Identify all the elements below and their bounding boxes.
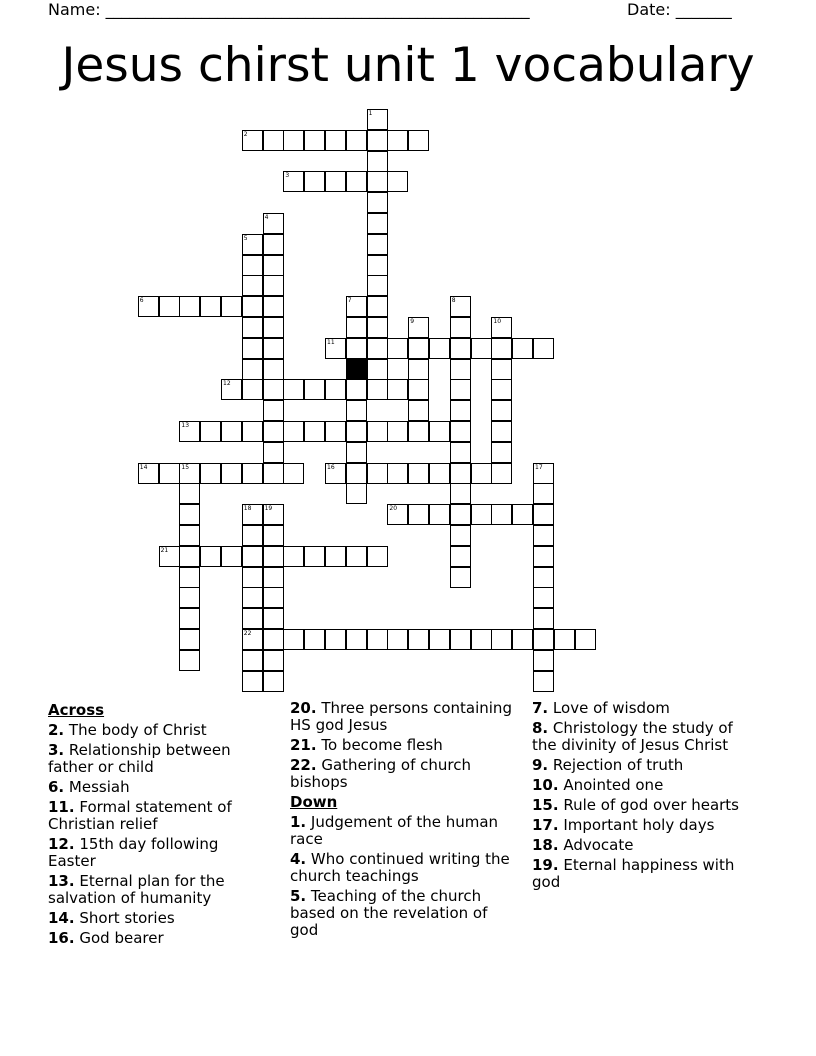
- crossword-cell[interactable]: [242, 650, 263, 671]
- crossword-cell[interactable]: [263, 608, 284, 629]
- crossword-cell[interactable]: [325, 171, 346, 192]
- crossword-cell[interactable]: [263, 587, 284, 608]
- clue-text: Judgement of the human race: [290, 813, 499, 848]
- clue-text: Important holy days: [563, 816, 715, 834]
- clue-item: [290, 737, 515, 754]
- crossword-cell[interactable]: [387, 463, 408, 484]
- crossword-cell[interactable]: [408, 400, 429, 421]
- clue-text: Short stories: [79, 909, 175, 927]
- down-heading: Down: [290, 793, 338, 811]
- crossword-cell[interactable]: [283, 171, 304, 192]
- crossword-cell[interactable]: [367, 275, 388, 296]
- crossword-cell[interactable]: [450, 525, 471, 546]
- clue-number: 17: [535, 463, 543, 471]
- crossword-cell[interactable]: [242, 504, 263, 525]
- clue-number-label: 13.: [48, 872, 75, 890]
- clue-number: 16: [327, 463, 335, 471]
- crossword-cell[interactable]: [242, 421, 263, 442]
- clue-number: 6: [139, 297, 144, 305]
- crossword-cell[interactable]: [387, 504, 408, 525]
- clue-number-label: 11.: [48, 798, 75, 816]
- crossword-cell[interactable]: [367, 130, 388, 151]
- clue-column-3: [532, 700, 762, 894]
- crossword-cell[interactable]: [263, 338, 284, 359]
- crossword-cell[interactable]: [387, 171, 408, 192]
- crossword-cell[interactable]: [179, 629, 200, 650]
- clue-item: [532, 777, 762, 794]
- crossword-cell[interactable]: [242, 629, 263, 650]
- crossword-cell[interactable]: [221, 463, 242, 484]
- clue-text: Messiah: [68, 778, 130, 796]
- crossword-cell[interactable]: [263, 650, 284, 671]
- crossword-cell[interactable]: [263, 130, 284, 151]
- crossword-cell[interactable]: [179, 463, 200, 484]
- crossword-cell[interactable]: [367, 629, 388, 650]
- crossword-cell[interactable]: [408, 421, 429, 442]
- clue-text: Love of wisdom: [552, 699, 670, 717]
- crossword-cell[interactable]: [242, 608, 263, 629]
- clue-item: [532, 797, 762, 814]
- clue-item: [290, 757, 515, 791]
- crossword-cell[interactable]: [179, 296, 200, 317]
- crossword-cell[interactable]: [179, 587, 200, 608]
- crossword-cell[interactable]: [346, 130, 367, 151]
- crossword-cell[interactable]: [408, 629, 429, 650]
- clue-number-label: 18.: [532, 836, 559, 854]
- crossword-cell[interactable]: [533, 483, 554, 504]
- clue-text: Eternal happiness with god: [532, 856, 735, 891]
- crossword-cell[interactable]: [408, 130, 429, 151]
- page-title: Jesus chirst unit 1 vocabulary: [61, 38, 755, 93]
- crossword-cell[interactable]: [283, 130, 304, 151]
- black-cell: [346, 359, 367, 380]
- date-field: Date: _______: [627, 0, 732, 19]
- crossword-cell[interactable]: [263, 379, 284, 400]
- crossword-cell[interactable]: [575, 629, 596, 650]
- crossword-cell[interactable]: [179, 546, 200, 567]
- crossword-cell[interactable]: [387, 629, 408, 650]
- crossword-cell[interactable]: [367, 379, 388, 400]
- crossword-cell[interactable]: [325, 546, 346, 567]
- clue-text: Rule of god over hearts: [563, 796, 740, 814]
- clue-number-label: 22.: [290, 756, 317, 774]
- crossword-cell[interactable]: [179, 504, 200, 525]
- crossword-cell[interactable]: [367, 151, 388, 172]
- crossword-cell[interactable]: [179, 525, 200, 546]
- clue-item: [290, 888, 515, 939]
- crossword-cell[interactable]: [304, 130, 325, 151]
- crossword-cell[interactable]: [242, 338, 263, 359]
- crossword-cell[interactable]: [533, 671, 554, 692]
- crossword-cell[interactable]: [263, 525, 284, 546]
- crossword-cell[interactable]: [346, 171, 367, 192]
- clue-text: Advocate: [563, 836, 634, 854]
- crossword-cell[interactable]: [242, 234, 263, 255]
- crossword-cell[interactable]: [367, 234, 388, 255]
- clue-text: Eternal plan for the salvation of humanity: [48, 872, 225, 907]
- clue-number: 11: [327, 338, 335, 346]
- clue-number: 9: [410, 318, 415, 325]
- crossword-cell[interactable]: [450, 546, 471, 567]
- crossword-cell[interactable]: [179, 483, 200, 504]
- clue-item: [48, 742, 268, 776]
- crossword-cell[interactable]: [346, 338, 367, 359]
- clue-number-label: 5.: [290, 887, 307, 905]
- crossword-cell[interactable]: [471, 504, 492, 525]
- crossword-cell[interactable]: [387, 130, 408, 151]
- crossword-cell[interactable]: [304, 379, 325, 400]
- clue-item: [48, 722, 268, 739]
- clue-item: [48, 930, 268, 947]
- crossword-cell[interactable]: [450, 483, 471, 504]
- crossword-cell[interactable]: [283, 379, 304, 400]
- crossword-cell[interactable]: [367, 338, 388, 359]
- crossword-cell[interactable]: [533, 338, 554, 359]
- crossword-cell[interactable]: [263, 671, 284, 692]
- clue-text: God bearer: [79, 929, 164, 947]
- crossword-cell[interactable]: [200, 296, 221, 317]
- crossword-cell[interactable]: [450, 421, 471, 442]
- clue-number: 14: [139, 463, 148, 471]
- clue-item: [532, 700, 762, 717]
- crossword-cell[interactable]: [221, 421, 242, 442]
- crossword-cell[interactable]: [429, 421, 450, 442]
- crossword-cell[interactable]: [304, 629, 325, 650]
- clue-number-label: 10.: [532, 776, 559, 794]
- clue-item: [532, 837, 762, 854]
- crossword-cell[interactable]: [429, 504, 450, 525]
- clue-item: [48, 836, 268, 870]
- clue-number-label: 21.: [290, 736, 317, 754]
- crossword-cell[interactable]: [179, 421, 200, 442]
- crossword-cell[interactable]: [450, 296, 471, 317]
- crossword-cell[interactable]: [367, 359, 388, 380]
- crossword-cell[interactable]: [263, 421, 284, 442]
- clue-number: 20: [389, 505, 398, 513]
- clue-number-label: 12.: [48, 835, 75, 853]
- clue-text: Relationship between father or child: [48, 741, 231, 776]
- crossword-cell[interactable]: [346, 379, 367, 400]
- clue-number-label: 15.: [532, 796, 559, 814]
- crossword-cell[interactable]: [159, 546, 180, 567]
- crossword-cell[interactable]: [242, 567, 263, 588]
- crossword-cell[interactable]: [242, 359, 263, 380]
- crossword-cell[interactable]: [450, 317, 471, 338]
- crossword-cell[interactable]: [263, 213, 284, 234]
- crossword-cell[interactable]: [429, 463, 450, 484]
- crossword-cell[interactable]: [325, 338, 346, 359]
- crossword-cell[interactable]: [450, 463, 471, 484]
- crossword-cell[interactable]: [533, 546, 554, 567]
- crossword-cell[interactable]: [263, 400, 284, 421]
- crossword-cell[interactable]: [408, 317, 429, 338]
- crossword-cell[interactable]: [512, 504, 533, 525]
- clue-number-label: 20.: [290, 699, 317, 717]
- crossword-cell[interactable]: [533, 463, 554, 484]
- clue-text: Anointed one: [563, 776, 664, 794]
- clue-column-2: [290, 700, 515, 942]
- crossword-cell[interactable]: [367, 463, 388, 484]
- crossword-cell[interactable]: [221, 379, 242, 400]
- crossword-cell[interactable]: [159, 296, 180, 317]
- clue-number: 15: [181, 463, 190, 471]
- crossword-cell[interactable]: [346, 442, 367, 463]
- clue-number-label: 7.: [532, 699, 549, 717]
- crossword-cell[interactable]: [283, 463, 304, 484]
- crossword-cell[interactable]: [367, 317, 388, 338]
- clue-number-label: 17.: [532, 816, 559, 834]
- clue-number-label: 16.: [48, 929, 75, 947]
- clue-text: Three persons containing HS god Jesus: [290, 699, 512, 734]
- clue-number: 21: [160, 546, 169, 554]
- crossword-cell[interactable]: [221, 296, 242, 317]
- crossword-cell[interactable]: [242, 275, 263, 296]
- clue-column-1: [48, 700, 268, 950]
- clue-text: Teaching of the church based on the revelation of god: [290, 887, 488, 939]
- clue-text: 15th day following Easter: [48, 835, 219, 870]
- crossword-cell[interactable]: [346, 483, 367, 504]
- crossword-cell[interactable]: [346, 546, 367, 567]
- crossword-cell[interactable]: [450, 359, 471, 380]
- clue-text: Gathering of church bishops: [290, 756, 472, 791]
- name-field: Name: _____________________________________________________: [48, 0, 530, 19]
- crossword-cell[interactable]: [367, 421, 388, 442]
- crossword-cell[interactable]: [450, 629, 471, 650]
- crossword-cell[interactable]: [242, 255, 263, 276]
- crossword-cell[interactable]: [283, 546, 304, 567]
- clue-number: 7: [347, 297, 352, 305]
- clue-item: [48, 910, 268, 927]
- clue-number-label: 19.: [532, 856, 559, 874]
- crossword-cell[interactable]: [367, 171, 388, 192]
- crossword-cell[interactable]: [242, 587, 263, 608]
- crossword-cell[interactable]: [325, 421, 346, 442]
- crossword-cell[interactable]: [346, 317, 367, 338]
- clue-number-label: 6.: [48, 778, 65, 796]
- crossword-cell[interactable]: [471, 338, 492, 359]
- clue-number-label: 9.: [532, 756, 549, 774]
- crossword-cell[interactable]: [263, 255, 284, 276]
- crossword-cell[interactable]: [533, 567, 554, 588]
- clue-number-label: 1.: [290, 813, 307, 831]
- crossword-cell[interactable]: [471, 463, 492, 484]
- crossword-cell[interactable]: [554, 629, 575, 650]
- crossword-cell[interactable]: [533, 608, 554, 629]
- clue-number-label: 3.: [48, 741, 65, 759]
- clue-item: [532, 757, 762, 774]
- crossword-cell[interactable]: [283, 421, 304, 442]
- crossword-cell[interactable]: [346, 400, 367, 421]
- crossword-cell[interactable]: [242, 463, 263, 484]
- crossword-cell[interactable]: [263, 359, 284, 380]
- across-heading: Across: [48, 701, 105, 719]
- clue-item: [290, 814, 515, 848]
- crossword-cell[interactable]: [450, 442, 471, 463]
- crossword-cell[interactable]: [533, 629, 554, 650]
- crossword-cell[interactable]: [533, 504, 554, 525]
- clue-number-label: 14.: [48, 909, 75, 927]
- crossword-cell[interactable]: [263, 275, 284, 296]
- crossword-cell[interactable]: [242, 546, 263, 567]
- crossword-cell[interactable]: [179, 567, 200, 588]
- crossword-cell[interactable]: [408, 463, 429, 484]
- crossword-cell[interactable]: [242, 296, 263, 317]
- crossword-cell[interactable]: [471, 629, 492, 650]
- crossword-cell[interactable]: [491, 379, 512, 400]
- clue-item: [48, 779, 268, 796]
- clue-number-label: 8.: [532, 719, 549, 737]
- crossword-cell[interactable]: [408, 338, 429, 359]
- crossword-cell[interactable]: [263, 546, 284, 567]
- clue-item: [290, 700, 515, 734]
- crossword-cell[interactable]: [263, 629, 284, 650]
- crossword-cell[interactable]: [367, 546, 388, 567]
- crossword-cell[interactable]: [263, 567, 284, 588]
- crossword-cell[interactable]: [221, 546, 242, 567]
- crossword-cell[interactable]: [450, 504, 471, 525]
- clue-text: To become flesh: [321, 736, 443, 754]
- crossword-cell[interactable]: [138, 296, 159, 317]
- clue-number: 12: [223, 380, 231, 388]
- crossword-cell[interactable]: [450, 379, 471, 400]
- clue-number: 1: [368, 110, 373, 117]
- clue-text: Who continued writing the church teachings: [290, 850, 510, 885]
- crossword-cell[interactable]: [325, 629, 346, 650]
- clue-number: 2: [243, 130, 248, 138]
- crossword-cell[interactable]: [408, 379, 429, 400]
- clue-number-label: 2.: [48, 721, 65, 739]
- crossword-cell[interactable]: [450, 338, 471, 359]
- crossword-cell[interactable]: [346, 296, 367, 317]
- crossword-cell[interactable]: [491, 629, 512, 650]
- crossword-cell[interactable]: [367, 255, 388, 276]
- crossword-cell[interactable]: [200, 421, 221, 442]
- clue-number: 5: [243, 234, 248, 242]
- crossword-cell[interactable]: [533, 650, 554, 671]
- crossword-cell[interactable]: [263, 504, 284, 525]
- crossword-cell[interactable]: [325, 463, 346, 484]
- crossword-cell[interactable]: [263, 234, 284, 255]
- crossword-cell[interactable]: [346, 421, 367, 442]
- clue-item: [532, 857, 762, 891]
- crossword-cell[interactable]: [387, 379, 408, 400]
- clue-number: 10: [493, 318, 502, 325]
- crossword-cell[interactable]: [491, 442, 512, 463]
- crossword-cell[interactable]: [346, 629, 367, 650]
- crossword-cell[interactable]: [491, 317, 512, 338]
- crossword-cell[interactable]: [367, 192, 388, 213]
- crossword-cell[interactable]: [242, 130, 263, 151]
- crossword-cell[interactable]: [491, 463, 512, 484]
- clue-number: 8: [451, 297, 456, 305]
- clue-item: [48, 799, 268, 833]
- crossword-cell[interactable]: [491, 504, 512, 525]
- crossword-cell[interactable]: [263, 442, 284, 463]
- crossword-cell[interactable]: [346, 463, 367, 484]
- crossword-cell[interactable]: [263, 317, 284, 338]
- clue-number: 3: [285, 172, 290, 180]
- crossword-cell[interactable]: [491, 359, 512, 380]
- clue-number: 19: [264, 505, 273, 513]
- crossword-cell[interactable]: [387, 421, 408, 442]
- crossword-cell[interactable]: [512, 338, 533, 359]
- clue-item: [532, 817, 762, 834]
- crossword-cell[interactable]: [533, 587, 554, 608]
- crossword-cell[interactable]: [325, 379, 346, 400]
- crossword-cell[interactable]: [408, 359, 429, 380]
- crossword-cell[interactable]: [491, 400, 512, 421]
- clue-item: [48, 873, 268, 907]
- crossword-cell[interactable]: [179, 608, 200, 629]
- crossword-cell[interactable]: [387, 338, 408, 359]
- crossword-cell[interactable]: [283, 629, 304, 650]
- crossword-cell[interactable]: [450, 567, 471, 588]
- crossword-cell[interactable]: [450, 400, 471, 421]
- clue-number: 4: [264, 214, 269, 221]
- crossword-cell[interactable]: [242, 671, 263, 692]
- clue-item: [290, 851, 515, 885]
- clue-text: Formal statement of Christian relief: [48, 798, 232, 833]
- crossword-cell[interactable]: [325, 130, 346, 151]
- crossword-cell[interactable]: [304, 171, 325, 192]
- crossword-cell[interactable]: [367, 213, 388, 234]
- clue-item: [532, 720, 762, 754]
- clue-number: 13: [181, 422, 190, 429]
- crossword-cell[interactable]: [263, 296, 284, 317]
- crossword-cell[interactable]: [242, 317, 263, 338]
- clue-text: The body of Christ: [68, 721, 207, 739]
- crossword-cell[interactable]: [367, 296, 388, 317]
- crossword-cell[interactable]: [263, 463, 284, 484]
- crossword-cell[interactable]: [491, 421, 512, 442]
- clue-number: 18: [243, 505, 252, 513]
- clue-text: Christology the study of the divinity of Jesus Christ: [532, 719, 733, 754]
- crossword-cell[interactable]: [159, 463, 180, 484]
- crossword-cell[interactable]: [304, 546, 325, 567]
- clue-number: 22: [243, 630, 252, 637]
- crossword-cell[interactable]: [242, 525, 263, 546]
- crossword-cell[interactable]: [429, 629, 450, 650]
- crossword-cell[interactable]: [533, 525, 554, 546]
- crossword-cell[interactable]: [200, 546, 221, 567]
- crossword-cell[interactable]: [242, 379, 263, 400]
- crossword-cell[interactable]: [179, 650, 200, 671]
- crossword-cell[interactable]: [304, 421, 325, 442]
- crossword-cell[interactable]: [367, 109, 388, 130]
- crossword-cell[interactable]: [200, 463, 221, 484]
- crossword-cell[interactable]: [491, 338, 512, 359]
- clue-number-label: 4.: [290, 850, 307, 868]
- crossword-cell[interactable]: [429, 338, 450, 359]
- crossword-cell[interactable]: [138, 463, 159, 484]
- crossword-cell[interactable]: [512, 629, 533, 650]
- clue-text: Rejection of truth: [552, 756, 684, 774]
- crossword-cell[interactable]: [408, 504, 429, 525]
